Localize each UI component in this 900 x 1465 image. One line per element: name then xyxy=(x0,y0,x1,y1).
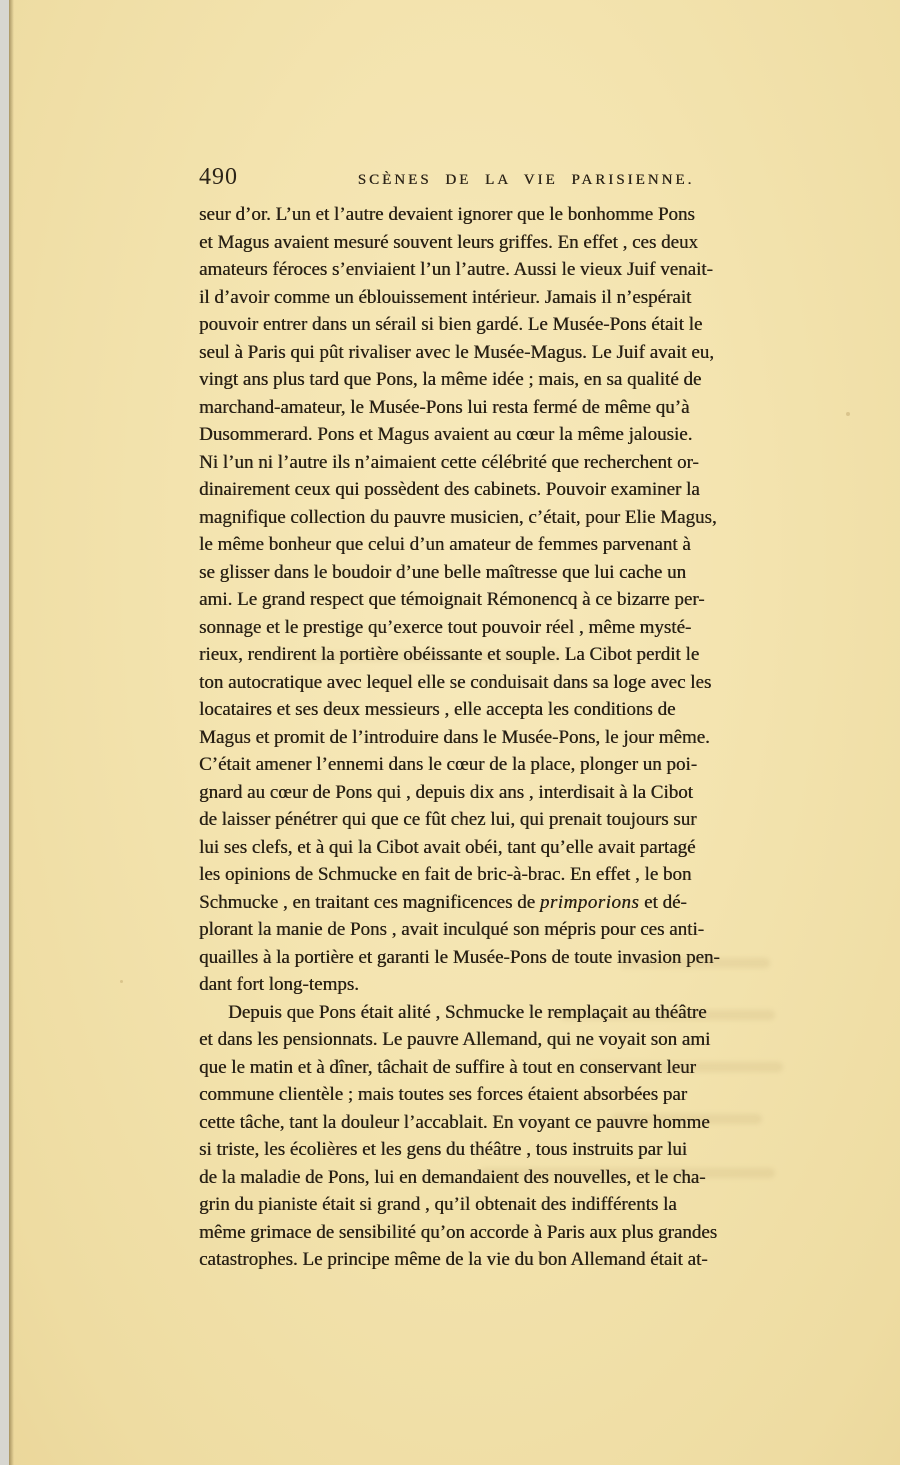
text-line: les opinions de Schmucke en fait de bric-à-brac. En effet , le bon xyxy=(199,864,692,885)
text-line: dinairement ceux qui possèdent des cabinets. Pouvoir examiner la xyxy=(199,479,700,500)
text-line: il d’avoir comme un éblouissement intérieur. Jamais il n’espérait xyxy=(199,286,692,308)
text-line: et Magus avaient mesuré souvent leurs griffes. En effet , ces deux xyxy=(199,231,698,253)
text-line: quailles à la portière et garanti le Musée-Pons de toute invasion pen- xyxy=(199,946,720,968)
text-line: pouvoir entrer dans un sérail si bien gardé. Le Musée-Pons était le xyxy=(199,314,703,335)
text-line: de laisser pénétrer qui que ce fût chez lui, qui prenait toujours sur xyxy=(199,809,697,830)
text-line: gnard au cœur de Pons qui , depuis dix ans , interdisait à la Cibot xyxy=(199,781,693,803)
text-line: sonnage et le prestige qu’exerce tout pouvoir réel , même mysté- xyxy=(199,616,692,638)
text-line: de la maladie de Pons, lui en demandaient des nouvelles, et le cha- xyxy=(199,1166,706,1188)
text-line: et dans les pensionnats. Le pauvre Allemand, qui ne voyait son ami xyxy=(199,1029,711,1050)
text-line: amateurs féroces s’enviaient l’un l’autre. Aussi le vieux Juif venait- xyxy=(199,259,713,280)
page-number: 490 xyxy=(199,164,238,190)
running-title: SCÈNES DE LA VIE PARISIENNE. xyxy=(357,172,695,188)
text-line: Magus et promit de l’introduire dans le Musée-Pons, le jour même. xyxy=(199,726,710,748)
text-line: lui ses clefs, et à qui la Cibot avait obéi, tant qu’elle avait partagé xyxy=(199,836,696,858)
page-left-edge xyxy=(9,0,14,1465)
text-block xyxy=(199,201,793,1274)
text-line: grin du pianiste était si grand , qu’il obtenait des indifférents la xyxy=(199,1194,677,1215)
text-line: vingt ans plus tard que Pons, la même idée ; mais, en sa qualité de xyxy=(199,369,702,390)
text-line: que le matin et à dîner, tâchait de suffire à tout en conservant leur xyxy=(199,1056,696,1078)
text-line: Schmucke , en traitant ces magnificences de primporions et dé- xyxy=(199,891,687,913)
text-line: commune clientèle ; mais toutes ses forces étaient absorbées par xyxy=(199,1084,688,1105)
text-line: magnifique collection du pauvre musicien, c’était, pour Elie Magus, xyxy=(199,506,717,528)
text-line: seul à Paris qui pût rivaliser avec le Musée-Magus. Le Juif avait eu, xyxy=(199,341,714,363)
paragraph xyxy=(199,999,793,1274)
paragraph xyxy=(199,201,793,999)
text-line: même grimace de sensibilité qu’on accorde à Paris aux plus grandes xyxy=(199,1221,718,1243)
text-line: Depuis que Pons était alité , Schmucke le remplaçait au théâtre xyxy=(228,1001,707,1023)
text-line: Ni l’un ni l’autre ils n’aimaient cette célébrité que recherchent or- xyxy=(199,451,699,473)
text-line: seur d’or. L’un et l’autre devaient ignorer que le bonhomme Pons xyxy=(199,204,695,225)
text-line: locataires et ses deux messieurs , elle accepta les conditions de xyxy=(199,699,676,720)
text-line: Dusommerard. Pons et Magus avaient au cœur la même jalousie. xyxy=(199,424,693,445)
text-line: dant fort long-temps. xyxy=(199,974,359,995)
text-line: plorant la manie de Pons , avait inculqué son mépris pour ces anti- xyxy=(199,919,704,940)
text-line: ton autocratique avec lequel elle se conduisait dans sa loge avec les xyxy=(199,671,712,693)
text-line: C’était amener l’ennemi dans le cœur de la place, plonger un poi- xyxy=(199,754,698,775)
text-line: le même bonheur que celui d’un amateur de femmes parvenant à xyxy=(199,534,691,555)
text-line: catastrophes. Le principe même de la vie du bon Allemand était at- xyxy=(199,1249,708,1270)
text-line: se glisser dans le boudoir d’une belle maîtresse que lui cache un xyxy=(199,561,686,583)
text-line: rieux, rendirent la portière obéissante et souple. La Cibot perdit le xyxy=(199,644,700,665)
text-line: cette tâche, tant la douleur l’accablait. En voyant ce pauvre homme xyxy=(199,1111,710,1133)
text-line: si triste, les écolières et les gens du théâtre , tous instruits par lui xyxy=(199,1139,688,1160)
text-line: marchand-amateur, le Musée-Pons lui resta fermé de même qu’à xyxy=(199,396,690,418)
text-line: ami. Le grand respect que témoignait Rémonencq à ce bizarre per- xyxy=(199,589,705,610)
